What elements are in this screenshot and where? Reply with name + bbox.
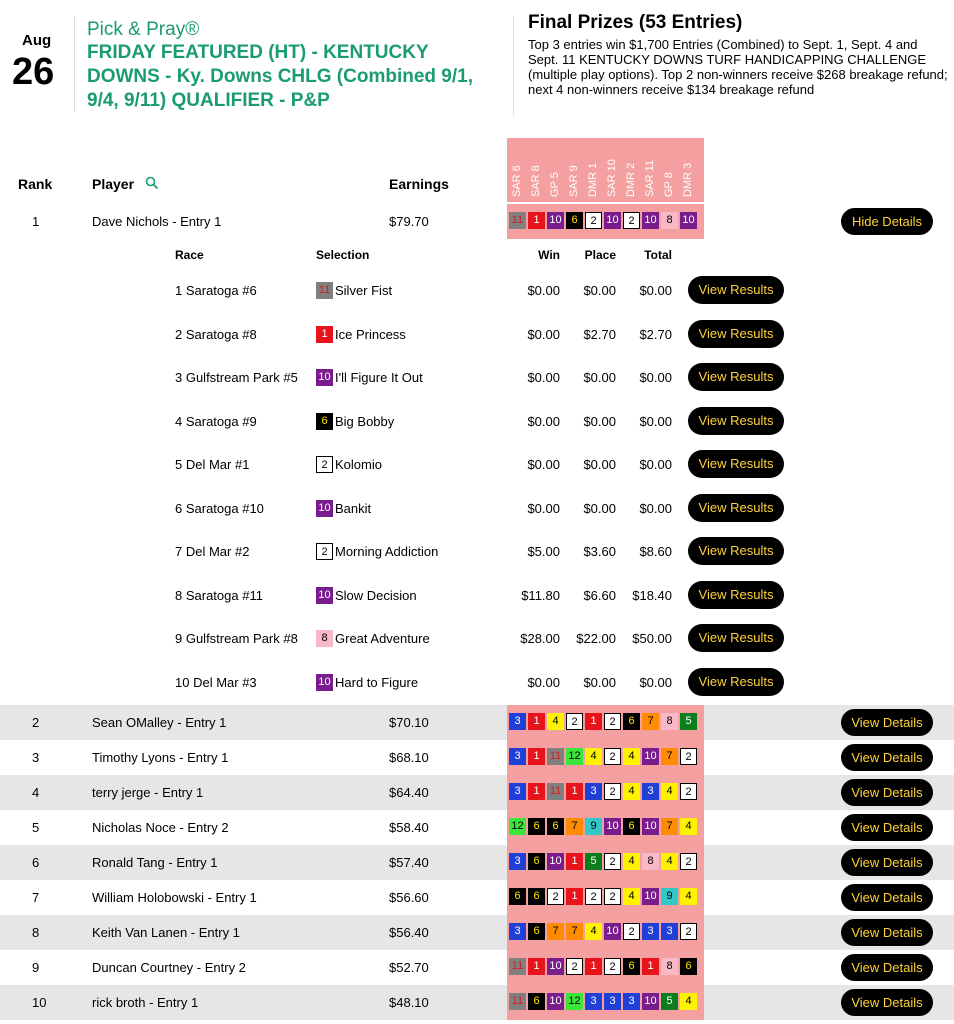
leaderboard-row <box>0 775 954 810</box>
race-column-label <box>623 141 639 199</box>
program-number-chip: 4 <box>680 888 697 905</box>
program-number-chip: 1 <box>566 783 583 800</box>
program-number-chip: 1 <box>528 783 545 800</box>
view-details-button[interactable]: View Details <box>841 919 933 946</box>
detail-race: 2 Saratoga #8 <box>175 326 257 342</box>
detail-place: $0.00 <box>583 413 616 429</box>
detail-total: $0.00 <box>639 457 672 472</box>
detail-win: $28.00 <box>520 631 560 646</box>
program-number-chip: 3 <box>509 853 526 870</box>
leaderboard-row <box>0 880 954 915</box>
program-number-chip: 3 <box>509 713 526 730</box>
detail-horse-name: Bankit <box>335 500 372 516</box>
leaderboard-row <box>0 915 954 950</box>
program-number-chip: 1 <box>528 212 545 229</box>
program-number-chip: 2 <box>604 853 621 870</box>
program-number-chip: 10 <box>642 748 659 765</box>
detail-row <box>0 530 954 573</box>
detail-place: $0.00 <box>583 283 616 298</box>
detail-total: $0.00 <box>639 413 672 429</box>
detail-win: $0.00 <box>527 500 560 516</box>
prizes-title: Final Prizes (53 Entries) <box>528 12 743 33</box>
detail-row <box>0 356 954 399</box>
race-column-label <box>680 141 696 199</box>
program-number-chip: 6 <box>528 853 545 870</box>
player-name: William Holobowski - Entry 1 <box>92 890 257 905</box>
view-results-button[interactable]: View Results <box>688 581 784 609</box>
detail-total: $0.00 <box>639 674 672 690</box>
program-number-chip: 3 <box>604 993 621 1010</box>
program-number-chip: 5 <box>661 993 678 1010</box>
player-column-header: Player <box>92 176 135 192</box>
program-number-chip: 3 <box>509 923 526 940</box>
detail-horse-name: Slow Decision <box>335 587 417 603</box>
picks-strip <box>509 958 697 977</box>
program-number-chip: 3 <box>642 923 659 940</box>
earnings-value: $52.70 <box>389 960 429 975</box>
detail-place: $22.00 <box>576 631 616 646</box>
prizes-description: Top 3 entries win $1,700 Entries (Combined) to Sept. 1, Sept. 4 and Sept. 11 KENTUCKY DOWNS TURF HANDICAPPING CHALLENGE (multiple play options). Top 2 non-winners receive $268 breakage refund; next 4 non-winners receive $134 breakage refund <box>528 37 948 97</box>
detail-race: 9 Gulfstream Park #8 <box>175 631 298 646</box>
detail-row <box>0 313 954 356</box>
view-results-button[interactable]: View Results <box>688 450 784 478</box>
view-results-button[interactable]: View Results <box>688 363 784 391</box>
program-number-chip: 11 <box>316 282 333 299</box>
view-results-button[interactable]: View Results <box>688 320 784 348</box>
program-number-chip: 10 <box>604 818 621 835</box>
program-number-chip: 6 <box>528 923 545 940</box>
player-name: Duncan Courtney - Entry 2 <box>92 960 246 975</box>
earnings-value: $48.10 <box>389 995 429 1010</box>
view-details-button[interactable]: View Details <box>841 814 933 841</box>
race-column-label <box>642 141 658 199</box>
rank-value: 3 <box>32 750 40 765</box>
program-number-chip: 8 <box>661 958 678 975</box>
program-number-chip: 6 <box>623 818 640 835</box>
program-number-chip: 7 <box>661 818 678 835</box>
program-number-chip: 5 <box>585 853 602 870</box>
divider <box>513 16 514 116</box>
program-number-chip: 3 <box>509 783 526 800</box>
leaderboard-row <box>0 985 954 1020</box>
program-number-chip: 1 <box>566 853 583 870</box>
detail-row <box>0 269 954 312</box>
program-number-chip: 8 <box>661 212 678 229</box>
player-name: terry jerge - Entry 1 <box>92 785 204 800</box>
program-number-chip: 4 <box>623 783 640 800</box>
earnings-value: $57.40 <box>389 855 429 870</box>
divider <box>74 16 75 112</box>
detail-total: $8.60 <box>639 544 672 559</box>
picks-strip <box>509 783 697 802</box>
race-column-label <box>585 141 601 199</box>
detail-win: $0.00 <box>527 674 560 690</box>
detail-place: $0.00 <box>583 674 616 690</box>
view-results-button[interactable]: View Results <box>688 494 784 522</box>
program-number-chip: 2 <box>623 923 640 940</box>
rank-value: 5 <box>32 820 40 835</box>
leaderboard-row <box>0 705 954 740</box>
program-number-chip: 9 <box>585 818 602 835</box>
picks-strip <box>509 818 697 837</box>
event-title: FRIDAY FEATURED (HT) - KENTUCKY DOWNS - Ky. Downs CHLG (Combined 9/1, 9/4, 9/11) QUALIFIER - P&P <box>87 42 473 111</box>
detail-row <box>0 443 954 486</box>
program-number-chip: 4 <box>623 853 640 870</box>
program-number-chip: 4 <box>547 713 564 730</box>
program-number-chip: 10 <box>642 993 659 1010</box>
program-number-chip: 10 <box>547 212 564 229</box>
view-results-button[interactable]: View Results <box>688 407 784 435</box>
program-number-chip: 2 <box>680 923 697 940</box>
program-number-chip: 6 <box>566 212 583 229</box>
view-details-button[interactable]: View Details <box>841 989 933 1016</box>
player-name: rick broth - Entry 1 <box>92 995 199 1010</box>
leaderboard-row <box>0 810 954 845</box>
race-column-text: DMR 2 <box>625 162 637 197</box>
program-number-chip: 6 <box>509 888 526 905</box>
details-total-header: Total <box>644 248 672 262</box>
detail-race: 3 Gulfstream Park #5 <box>175 370 298 385</box>
program-number-chip: 2 <box>316 456 333 473</box>
program-number-chip: 6 <box>680 958 697 975</box>
picks-strip <box>509 748 697 767</box>
detail-win: $0.00 <box>527 413 560 429</box>
program-number-chip: 11 <box>509 958 526 975</box>
program-number-chip: 6 <box>623 713 640 730</box>
view-details-button[interactable]: View Details <box>841 779 933 806</box>
hide-details-button[interactable]: Hide Details <box>841 208 933 235</box>
program-number-chip: 1 <box>566 888 583 905</box>
race-column-label <box>661 141 677 199</box>
program-number-chip: 4 <box>661 783 678 800</box>
program-number-chip: 11 <box>547 748 564 765</box>
leaderboard-row <box>0 204 954 239</box>
details-win-header: Win <box>538 248 560 262</box>
detail-place: $6.60 <box>583 587 616 603</box>
player-name: Ronald Tang - Entry 1 <box>92 855 218 870</box>
detail-race: 8 Saratoga #11 <box>175 587 263 603</box>
program-number-chip: 6 <box>528 993 545 1010</box>
detail-total: $0.00 <box>639 500 672 516</box>
detail-place: $3.60 <box>583 544 616 559</box>
detail-race: 1 Saratoga #6 <box>175 283 257 298</box>
detail-race: 10 Del Mar #3 <box>175 674 257 690</box>
program-number-chip: 12 <box>566 748 583 765</box>
race-column-text: SAR 6 <box>511 165 523 197</box>
detail-place: $0.00 <box>583 370 616 385</box>
program-number-chip: 2 <box>547 888 564 905</box>
program-number-chip: 10 <box>547 958 564 975</box>
detail-row <box>0 617 954 660</box>
program-number-chip: 2 <box>585 212 602 229</box>
race-column-text: SAR 8 <box>530 165 542 197</box>
program-number-chip: 10 <box>547 993 564 1010</box>
race-column-text: SAR 9 <box>568 165 580 197</box>
program-number-chip: 10 <box>604 923 621 940</box>
rank-value: 8 <box>32 925 40 940</box>
detail-win: $0.00 <box>527 326 560 342</box>
program-number-chip: 12 <box>566 993 583 1010</box>
program-number-chip: 3 <box>661 923 678 940</box>
detail-win: $11.80 <box>521 587 560 603</box>
event-day: 26 <box>12 51 55 93</box>
detail-horse-name: Great Adventure <box>335 631 430 646</box>
program-number-chip: 10 <box>316 674 333 691</box>
race-column-label <box>547 141 563 199</box>
program-number-chip: 2 <box>680 853 697 870</box>
picks-strip <box>509 888 697 907</box>
event-brand: Pick & Pray® <box>87 19 200 40</box>
detail-row <box>0 661 954 704</box>
program-number-chip: 6 <box>316 413 333 430</box>
rank-value: 1 <box>32 214 40 229</box>
program-number-chip: 4 <box>680 818 697 835</box>
view-details-button[interactable]: View Details <box>841 744 933 771</box>
program-number-chip: 12 <box>509 818 526 835</box>
picks-strip <box>509 853 697 872</box>
program-number-chip: 4 <box>623 888 640 905</box>
detail-win: $0.00 <box>527 370 560 385</box>
player-name: Nicholas Noce - Entry 2 <box>92 820 229 835</box>
program-number-chip: 10 <box>604 212 621 229</box>
program-number-chip: 2 <box>604 958 621 975</box>
earnings-column-header: Earnings <box>389 176 449 192</box>
program-number-chip: 4 <box>585 748 602 765</box>
rank-value: 4 <box>32 785 40 800</box>
program-number-chip: 10 <box>642 888 659 905</box>
rank-value: 6 <box>32 855 40 870</box>
leaderboard-row <box>0 845 954 880</box>
race-column-text: SAR 11 <box>644 159 656 197</box>
program-number-chip: 10 <box>680 212 697 229</box>
earnings-value: $79.70 <box>389 214 429 229</box>
program-number-chip: 11 <box>509 993 526 1010</box>
leaderboard-row <box>0 950 954 985</box>
program-number-chip: 2 <box>585 888 602 905</box>
picks-strip <box>509 923 697 942</box>
program-number-chip: 1 <box>528 713 545 730</box>
program-number-chip: 6 <box>547 818 564 835</box>
detail-place: $0.00 <box>583 500 616 516</box>
program-number-chip: 6 <box>623 958 640 975</box>
player-name: Timothy Lyons - Entry 1 <box>92 750 229 765</box>
earnings-value: $68.10 <box>389 750 429 765</box>
race-column-label <box>604 141 620 199</box>
details-race-header: Race <box>175 248 204 262</box>
program-number-chip: 1 <box>585 713 602 730</box>
race-column-text: DMR 1 <box>587 162 599 197</box>
program-number-chip: 6 <box>528 888 545 905</box>
event-header <box>0 0 954 130</box>
view-details-button[interactable]: View Details <box>841 709 933 736</box>
program-number-chip: 4 <box>661 853 678 870</box>
earnings-value: $64.40 <box>389 785 429 800</box>
detail-win: $5.00 <box>527 544 560 559</box>
detail-place: $2.70 <box>583 326 616 342</box>
detail-row <box>0 487 954 530</box>
program-number-chip: 3 <box>585 783 602 800</box>
rank-value: 10 <box>32 995 47 1010</box>
program-number-chip: 4 <box>585 923 602 940</box>
program-number-chip: 2 <box>680 783 697 800</box>
detail-win: $0.00 <box>527 283 560 298</box>
program-number-chip: 2 <box>604 713 621 730</box>
program-number-chip: 4 <box>680 993 697 1010</box>
detail-horse-name: Silver Fist <box>335 283 393 298</box>
detail-horse-name: Big Bobby <box>335 413 395 429</box>
detail-race: 7 Del Mar #2 <box>175 544 250 559</box>
race-column-label <box>509 141 525 199</box>
program-number-chip: 10 <box>642 818 659 835</box>
detail-total: $0.00 <box>639 370 672 385</box>
detail-horse-name: I'll Figure It Out <box>335 370 423 385</box>
program-number-chip: 3 <box>642 783 659 800</box>
program-number-chip: 10 <box>642 212 659 229</box>
program-number-chip: 1 <box>528 748 545 765</box>
detail-total: $18.40 <box>632 587 672 603</box>
program-number-chip: 7 <box>547 923 564 940</box>
program-number-chip: 2 <box>623 212 640 229</box>
rank-value: 7 <box>32 890 40 905</box>
detail-race: 5 Del Mar #1 <box>175 457 250 472</box>
detail-horse-name: Kolomio <box>335 457 382 472</box>
race-column-text: SAR 10 <box>606 159 618 197</box>
program-number-chip: 6 <box>528 818 545 835</box>
view-results-button[interactable]: View Results <box>688 624 784 652</box>
player-name: Sean OMalley - Entry 1 <box>92 715 227 730</box>
program-number-chip: 4 <box>623 748 640 765</box>
program-number-chip: 11 <box>547 783 564 800</box>
detail-place: $0.00 <box>583 457 616 472</box>
program-number-chip: 8 <box>316 630 333 647</box>
player-name: Dave Nichols - Entry 1 <box>92 214 222 229</box>
program-number-chip: 10 <box>316 369 333 386</box>
program-number-chip: 2 <box>604 783 621 800</box>
earnings-value: $58.40 <box>389 820 429 835</box>
detail-win: $0.00 <box>527 457 560 472</box>
program-number-chip: 10 <box>316 587 333 604</box>
race-column-label <box>528 141 544 199</box>
earnings-value: $56.40 <box>389 925 429 940</box>
detail-race: 4 Saratoga #9 <box>175 413 257 429</box>
leaderboard-row <box>0 740 954 775</box>
program-number-chip: 2 <box>316 543 333 560</box>
detail-race: 6 Saratoga #10 <box>175 500 264 516</box>
detail-total: $0.00 <box>639 283 672 298</box>
rank-value: 2 <box>32 715 40 730</box>
player-name: Keith Van Lanen - Entry 1 <box>92 925 240 940</box>
earnings-value: $70.10 <box>389 715 429 730</box>
search-icon[interactable] <box>145 176 159 190</box>
view-results-button[interactable]: View Results <box>688 668 784 696</box>
program-number-chip: 3 <box>623 993 640 1010</box>
program-number-chip: 8 <box>661 713 678 730</box>
program-number-chip: 3 <box>585 993 602 1010</box>
view-details-button[interactable]: View Details <box>841 954 933 981</box>
detail-horse-name: Morning Addiction <box>335 544 439 559</box>
race-column-text: DMR 3 <box>682 162 694 197</box>
program-number-chip: 10 <box>547 853 564 870</box>
program-number-chip: 8 <box>642 853 659 870</box>
picks-strip <box>509 993 697 1012</box>
event-month: Aug <box>22 32 52 49</box>
program-number-chip: 11 <box>509 212 526 229</box>
program-number-chip: 1 <box>528 958 545 975</box>
program-number-chip: 7 <box>642 713 659 730</box>
program-number-chip: 2 <box>604 888 621 905</box>
program-number-chip: 9 <box>661 888 678 905</box>
details-place-header: Place <box>584 248 616 262</box>
view-results-button[interactable]: View Results <box>688 276 784 304</box>
view-details-button[interactable]: View Details <box>841 884 933 911</box>
details-selection-header: Selection <box>316 248 370 262</box>
program-number-chip: 10 <box>316 500 333 517</box>
program-number-chip: 7 <box>566 818 583 835</box>
race-column-label <box>566 141 582 199</box>
picks-strip <box>509 713 697 732</box>
program-number-chip: 3 <box>509 748 526 765</box>
picks-strip <box>509 212 697 231</box>
view-details-button[interactable]: View Details <box>841 849 933 876</box>
program-number-chip: 7 <box>566 923 583 940</box>
detail-total: $50.00 <box>632 631 672 646</box>
program-number-chip: 2 <box>680 748 697 765</box>
program-number-chip: 5 <box>680 713 697 730</box>
detail-horse-name: Ice Princess <box>335 326 406 342</box>
race-column-text: GP 8 <box>663 172 675 197</box>
program-number-chip: 7 <box>661 748 678 765</box>
earnings-value: $56.60 <box>389 890 429 905</box>
view-results-button[interactable]: View Results <box>688 537 784 565</box>
program-number-chip: 2 <box>604 748 621 765</box>
detail-total: $2.70 <box>639 326 672 342</box>
program-number-chip: 2 <box>566 713 583 730</box>
detail-horse-name: Hard to Figure <box>335 674 419 690</box>
rank-value: 9 <box>32 960 40 975</box>
program-number-chip: 1 <box>585 958 602 975</box>
race-column-text: GP 5 <box>549 172 561 197</box>
detail-row <box>0 400 954 443</box>
program-number-chip: 1 <box>316 326 333 343</box>
program-number-chip: 2 <box>566 958 583 975</box>
program-number-chip: 1 <box>642 958 659 975</box>
rank-column-header: Rank <box>18 176 53 192</box>
detail-row <box>0 574 954 617</box>
